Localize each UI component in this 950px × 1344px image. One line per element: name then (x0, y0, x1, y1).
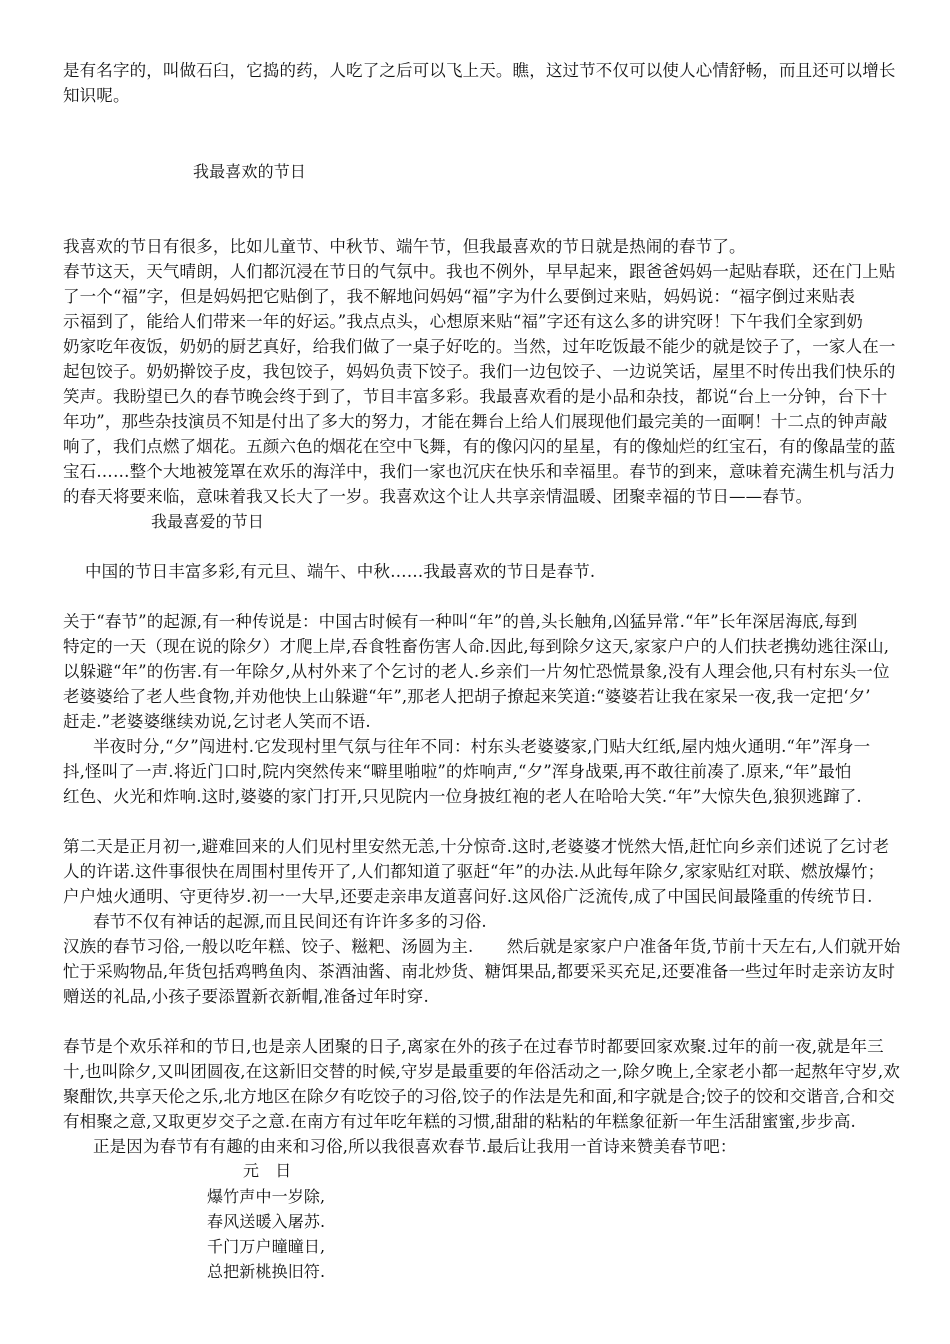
body-line: 中国的节日丰富多彩,有元旦、端午、中秋……我最喜欢的节日是春节. (85, 562, 596, 581)
body-line: 赶走.”老婆婆继续劝说,乞讨老人笑而不语. (63, 712, 371, 731)
body-line: 响了，我们点燃了烟花。五颜六色的烟花在空中飞舞，有的像闪闪的星星，有的像灿烂的红宝石，有的像晶莹的蓝 (63, 437, 896, 456)
poem-line: 千门万户曈曈日, (207, 1237, 326, 1256)
body-line: 春节是个欢乐祥和的节日,也是亲人团聚的日子,离家在外的孩子在过春节时都要回家欢聚.过年的前一夜,就是年三 (63, 1037, 884, 1056)
body-line: 特定的一天（现在说的除夕）才爬上岸,吞食牲畜伤害人命.因此,每到除夕这天,家家户户的人们扶老携幼逃往深山, (63, 637, 890, 656)
poem-title: 元 日 (243, 1161, 292, 1180)
essay-title: 我最喜欢的节日 (193, 162, 307, 181)
body-line: 第二天是正月初一,避难回来的人们见村里安然无恙,十分惊奇.这时,老婆婆才恍然大悟,赶忙向乡亲们述说了乞讨老 (63, 837, 890, 856)
body-line: 关于“春节”的起源,有一种传说是：中国古时候有一种叫“年”的兽,头长触角,凶猛异常.“年”长年深居海底,每到 (63, 612, 858, 631)
body-line: 的春天将要来临，意味着我又长大了一岁。我喜欢这个让人共享亲情温暖、团聚幸福的节日——春节。 (63, 487, 813, 506)
body-line: 红色、火光和炸响.这时,婆婆的家门打开,只见院内一位身披红袍的老人在哈哈大笑.“年”大惊失色,狼狈逃蹿了. (63, 787, 862, 806)
body-line: 有相聚之意,又取更岁交子之意.在南方有过年吃年糕的习惯,甜甜的粘粘的年糕象征新一年生活甜蜜蜜,步步高. (63, 1112, 856, 1131)
body-line: 了一个“福”字，但是妈妈把它贴倒了，我不解地问妈妈“福”字为什么要倒过来贴，妈妈说：“福字倒过来贴表 (63, 287, 856, 306)
body-line: 人的许诺.这件事很快在周围村里传开了,人们都知道了驱赶“年”的办法.从此每年除夕,家家贴红对联、燃放爆竹； (63, 862, 885, 881)
body-line: 示福到了，能给人们带来一年的好运。”我点点头，心想原来贴“福”字还有这么多的讲究呀！下午我们全家到奶 (63, 312, 864, 331)
body-line: 年功”，那些杂技演员不知是付出了多大的努力，才能在舞台上给人们展现他们最完美的一面啊！十二点的钟声敲 (63, 412, 888, 431)
body-line: 十,也叫除夕,又叫团圆夜,在这新旧交替的时候,守岁是最重要的年俗活动之一,除夕晚上,全家老小都一起熬年守岁,欢 (63, 1062, 900, 1081)
body-line: 是有名字的，叫做石臼，它捣的药，人吃了之后可以飞上天。瞧，这过节不仅可以使人心情舒畅，而且还可以增长 (63, 61, 896, 80)
body-line: 奶家吃年夜饭，奶奶的厨艺真好，给我们做了一桌子好吃的。当然，过年吃饭最不能少的就是饺子了，一家人在一 (63, 337, 896, 356)
poem-line: 春风送暖入屠苏. (207, 1212, 326, 1231)
body-line: 我喜欢的节日有很多，比如儿童节、中秋节、端午节，但我最喜欢的节日就是热闹的春节了。 (63, 237, 746, 256)
poem-line: 爆竹声中一岁除, (207, 1187, 326, 1206)
body-line: 抖,怪叫了一声.将近门口时,院内突然传来“噼里啪啦”的炸响声,“夕”浑身战栗,再不敢往前凑了.原来,“年”最怕 (63, 762, 852, 781)
body-line: 户户烛火通明、守更待岁.初一一大早,还要走亲串友道喜问好.这风俗广泛流传,成了中国民间最隆重的传统节日. (63, 887, 873, 906)
body-line: 聚酣饮,共享天伦之乐,北方地区在除夕有吃饺子的习俗,饺子的作法是先和面,和字就是合;饺子的饺和交谐音,合和交 (63, 1087, 895, 1106)
body-line: 春节不仅有神话的起源,而且民间还有许许多多的习俗. (93, 912, 487, 931)
body-line: 以躲避“年”的伤害.有一年除夕,从村外来了个乞讨的老人.乡亲们一片匆忙恐慌景象,没有人理会他,只有村东头一位 (63, 662, 890, 681)
essay-title: 我最喜爱的节日 (151, 512, 265, 531)
body-line: 汉族的春节习俗,一般以吃年糕、饺子、糍粑、汤圆为主. 然后就是家家户户准备年货,节前十天左右,人们就开始 (63, 937, 901, 956)
body-line: 春节这天，天气晴朗，人们都沉浸在节日的气氛中。我也不例外，早早起来，跟爸爸妈妈一起贴春联，还在门上贴 (63, 262, 896, 281)
body-line: 半夜时分,“夕”闯进村.它发现村里气氛与往年不同：村东头老婆婆家,门贴大红纸,屋内烛火通明.“年”浑身一 (93, 737, 871, 756)
body-line: 宝石……整个大地被笼罩在欢乐的海洋中，我们一家也沉庆在快乐和幸福里。春节的到来，意味着充满生机与活力 (63, 462, 896, 481)
body-line: 起包饺子。奶奶擀饺子皮，我包饺子，妈妈负责下饺子。我们一边包饺子、一边说笑话，屋里不时传出我们快乐的 (63, 362, 896, 381)
body-line: 忙于采购物品,年货包括鸡鸭鱼肉、茶酒油酱、南北炒货、糖饵果品,都要采买充足,还要准备一些过年时走亲访友时 (63, 962, 896, 981)
body-line: 老婆婆给了老人些食物,并劝他快上山躲避“年”,那老人把胡子撩起来笑道:“婆婆若让我在家呆一夜,我一定把‘夕’ (63, 687, 871, 706)
body-line: 赠送的礼品,小孩子要添置新衣新帽,准备过年时穿. (63, 987, 429, 1006)
body-line: 正是因为春节有有趣的由来和习俗,所以我很喜欢春节.最后让我用一首诗来赞美春节吧： (93, 1137, 737, 1156)
poem-line: 总把新桃换旧符. (207, 1262, 326, 1281)
body-line: 笑声。我盼望已久的春节晚会终于到了，节目丰富多彩。我最喜欢看的是小品和杂技，都说“台上一分钟，台下十 (63, 387, 888, 406)
body-line: 知识呢。 (63, 86, 130, 105)
